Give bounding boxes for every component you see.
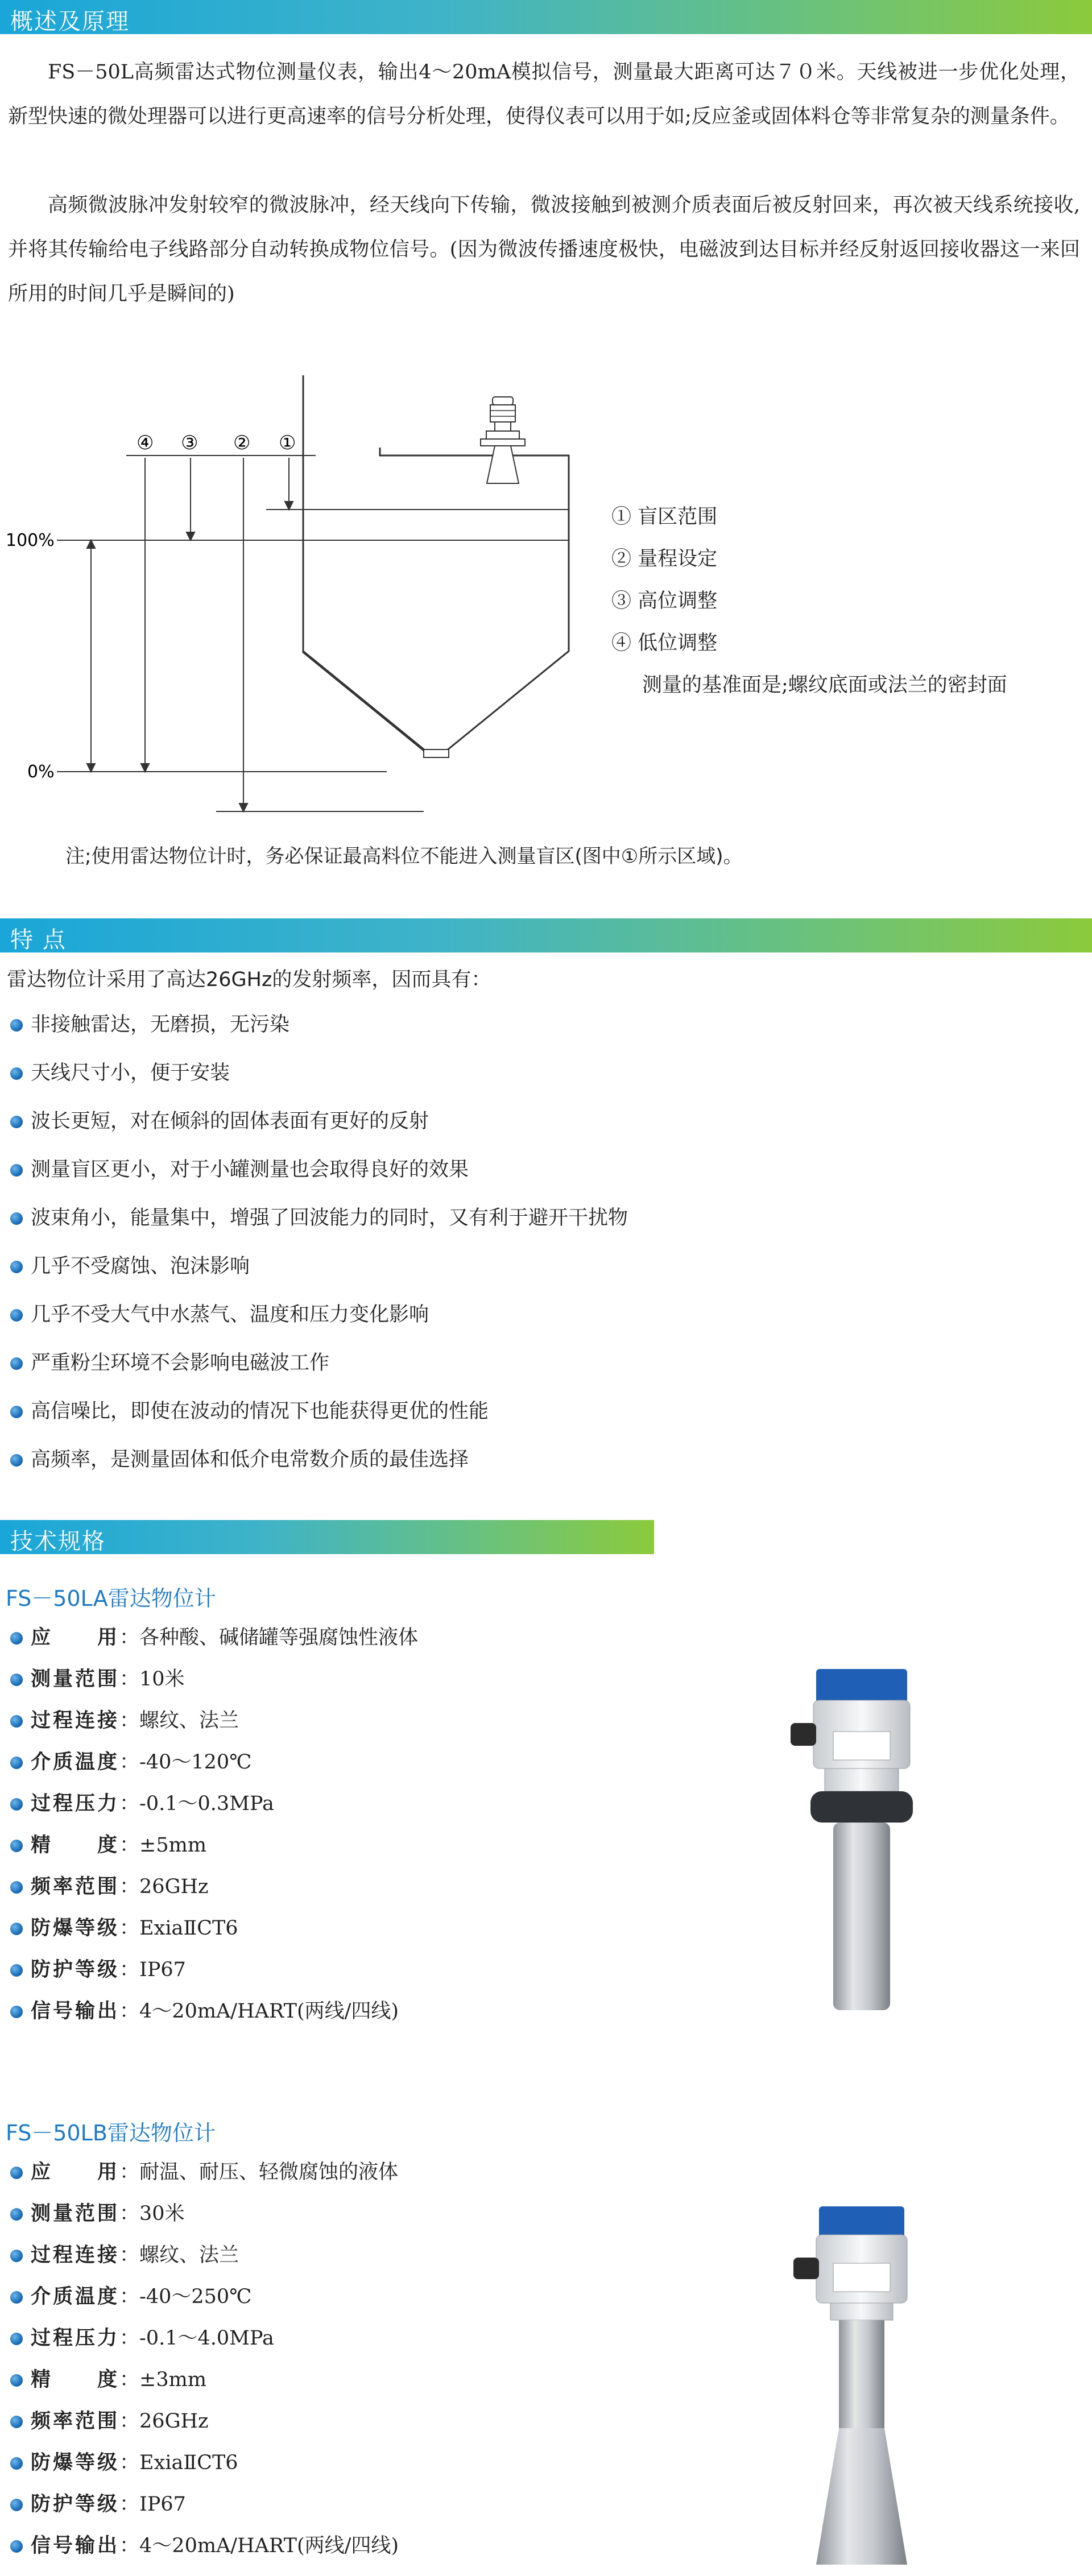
feature-item: 测量盲区更小，对于小罐测量也会取得良好的效果	[10, 1158, 628, 1207]
feature-item: 高信噪比，即使在波动的情况下也能获得更优的性能	[10, 1400, 628, 1448]
diagram-legend	[611, 496, 1007, 706]
product-a-specs	[10, 1626, 418, 2041]
section-header-features	[0, 918, 1092, 952]
spec-row: 防护等级：IP67	[10, 2493, 399, 2534]
marker-3: ③	[181, 432, 198, 454]
spec-row: 过程压力：-0.1～0.3MPa	[10, 1792, 418, 1834]
spec-row: 应 用：耐温、耐压、轻微腐蚀的液体	[10, 2161, 399, 2202]
bullet-icon	[10, 1019, 23, 1032]
spec-row: 精 度：±5mm	[10, 1834, 418, 1875]
features-intro: 雷达物位计采用了高达26GHz的发射频率，因而具有：	[7, 968, 491, 991]
feature-item: 非接触雷达，无磨损，无污染	[10, 1013, 628, 1062]
bullet-icon	[10, 1164, 23, 1177]
feature-item: 几乎不受大气中水蒸气、温度和压力变化影响	[10, 1303, 628, 1352]
feature-item: 几乎不受腐蚀、泡沫影响	[10, 1255, 628, 1303]
bullet-icon	[10, 1212, 23, 1225]
product-a-image	[785, 1669, 944, 2078]
bullet-icon	[10, 1261, 23, 1273]
feature-item: 严重粉尘环境不会影响电磁波工作	[10, 1352, 628, 1400]
bullet-icon	[10, 1116, 23, 1128]
spec-row: 过程连接：螺纹、法兰	[10, 1709, 418, 1751]
level-100-label: 100%	[6, 531, 55, 550]
product-b-image	[785, 2206, 944, 2570]
section-header-overview	[0, 0, 1092, 34]
spec-row: 测量范围：10米	[10, 1668, 418, 1709]
feature-item: 高频率，是测量固体和低介电常数介质的最佳选择	[10, 1448, 628, 1497]
marker-2: ②	[233, 432, 251, 454]
spec-row: 应 用：各种酸、碱储罐等强腐蚀性液体	[10, 1626, 418, 1668]
section-title: 特 点	[10, 927, 67, 953]
level-0-label: 0%	[27, 762, 55, 782]
bullet-icon	[10, 1406, 23, 1418]
spec-row: 防护等级：IP67	[10, 1958, 418, 2000]
spec-row: 介质温度：-40～120℃	[10, 1751, 418, 1792]
spec-row: 防爆等级：ExiaⅡCT6	[10, 1917, 418, 1958]
legend-base-note: 测量的基准面是;螺纹底面或法兰的密封面	[642, 674, 1007, 697]
legend-item: ② 量程设定	[611, 548, 718, 570]
section-title: 概述及原理	[10, 9, 130, 35]
marker-4: ④	[136, 432, 154, 454]
feature-item: 天线尺寸小，便于安装	[10, 1062, 628, 1110]
spec-row: 测量范围：30米	[10, 2202, 399, 2244]
spec-row: 信号输出：4～20mA/HART(两线/四线)	[10, 2534, 399, 2576]
intro-paragraph: FS－50L高频雷达式物位测量仪表，输出4～20mA模拟信号，测量最大距离可达７０米。天线被进一步优化处理，新型快速的微处理器可以进行更高速率的信号分析处理，使得仪表可以用于如;反应釜或固体料仓等非常复杂的测量条件。	[8, 61, 1080, 128]
marker-1: ①	[279, 432, 296, 454]
product-b-title: FS－50LB雷达物位计	[6, 2121, 216, 2146]
spec-row: 信号输出：4～20mA/HART(两线/四线)	[10, 2000, 418, 2041]
product-a-title: FS－50LA雷达物位计	[6, 1586, 216, 1611]
spec-row: 频率范围：26GHz	[10, 2410, 399, 2451]
feature-item: 波长更短，对在倾斜的固体表面有更好的反射	[10, 1110, 628, 1158]
bullet-icon	[10, 1309, 23, 1322]
spec-row: 精 度：±3mm	[10, 2368, 399, 2410]
spec-row: 防爆等级：ExiaⅡCT6	[10, 2451, 399, 2493]
principle-paragraph: 高频微波脉冲发射较窄的微波脉冲，经天线向下传输，微波接触到被测介质表面后被反射回来，再次被天线系统接收,并将其传输给电子线路部分自动转换成物位信号。(因为微波传播速度极快，电磁波到达目标并经反射返回接收器这一来回所用的时间几乎是瞬间的)	[8, 194, 1080, 305]
spec-row: 过程压力：-0.1～4.0MPa	[10, 2327, 399, 2368]
legend-item: ① 盲区范围	[611, 506, 718, 528]
features-list	[10, 1013, 628, 1497]
spec-row: 介质温度：-40～250℃	[10, 2285, 399, 2327]
legend-item: ③ 高位调整	[611, 590, 718, 612]
product-b-specs	[10, 2161, 399, 2576]
section-header-specs	[0, 1520, 654, 1554]
bullet-icon	[10, 1357, 23, 1370]
legend-item: ④ 低位调整	[611, 632, 718, 655]
bullet-icon	[10, 1454, 23, 1467]
bullet-icon	[10, 1067, 23, 1080]
spec-row: 过程连接：螺纹、法兰	[10, 2244, 399, 2285]
tank-diagram	[0, 375, 603, 836]
spec-row: 频率范围：26GHz	[10, 1875, 418, 1917]
usage-note: 注;使用雷达物位计时，务必保证最高料位不能进入测量盲区(图中①所示区域)。	[65, 845, 743, 868]
section-title: 技术规格	[10, 1529, 106, 1555]
feature-item: 波束角小，能量集中，增强了回波能力的同时，又有利于避开干扰物	[10, 1207, 628, 1255]
radar-sensor-icon	[481, 397, 525, 483]
